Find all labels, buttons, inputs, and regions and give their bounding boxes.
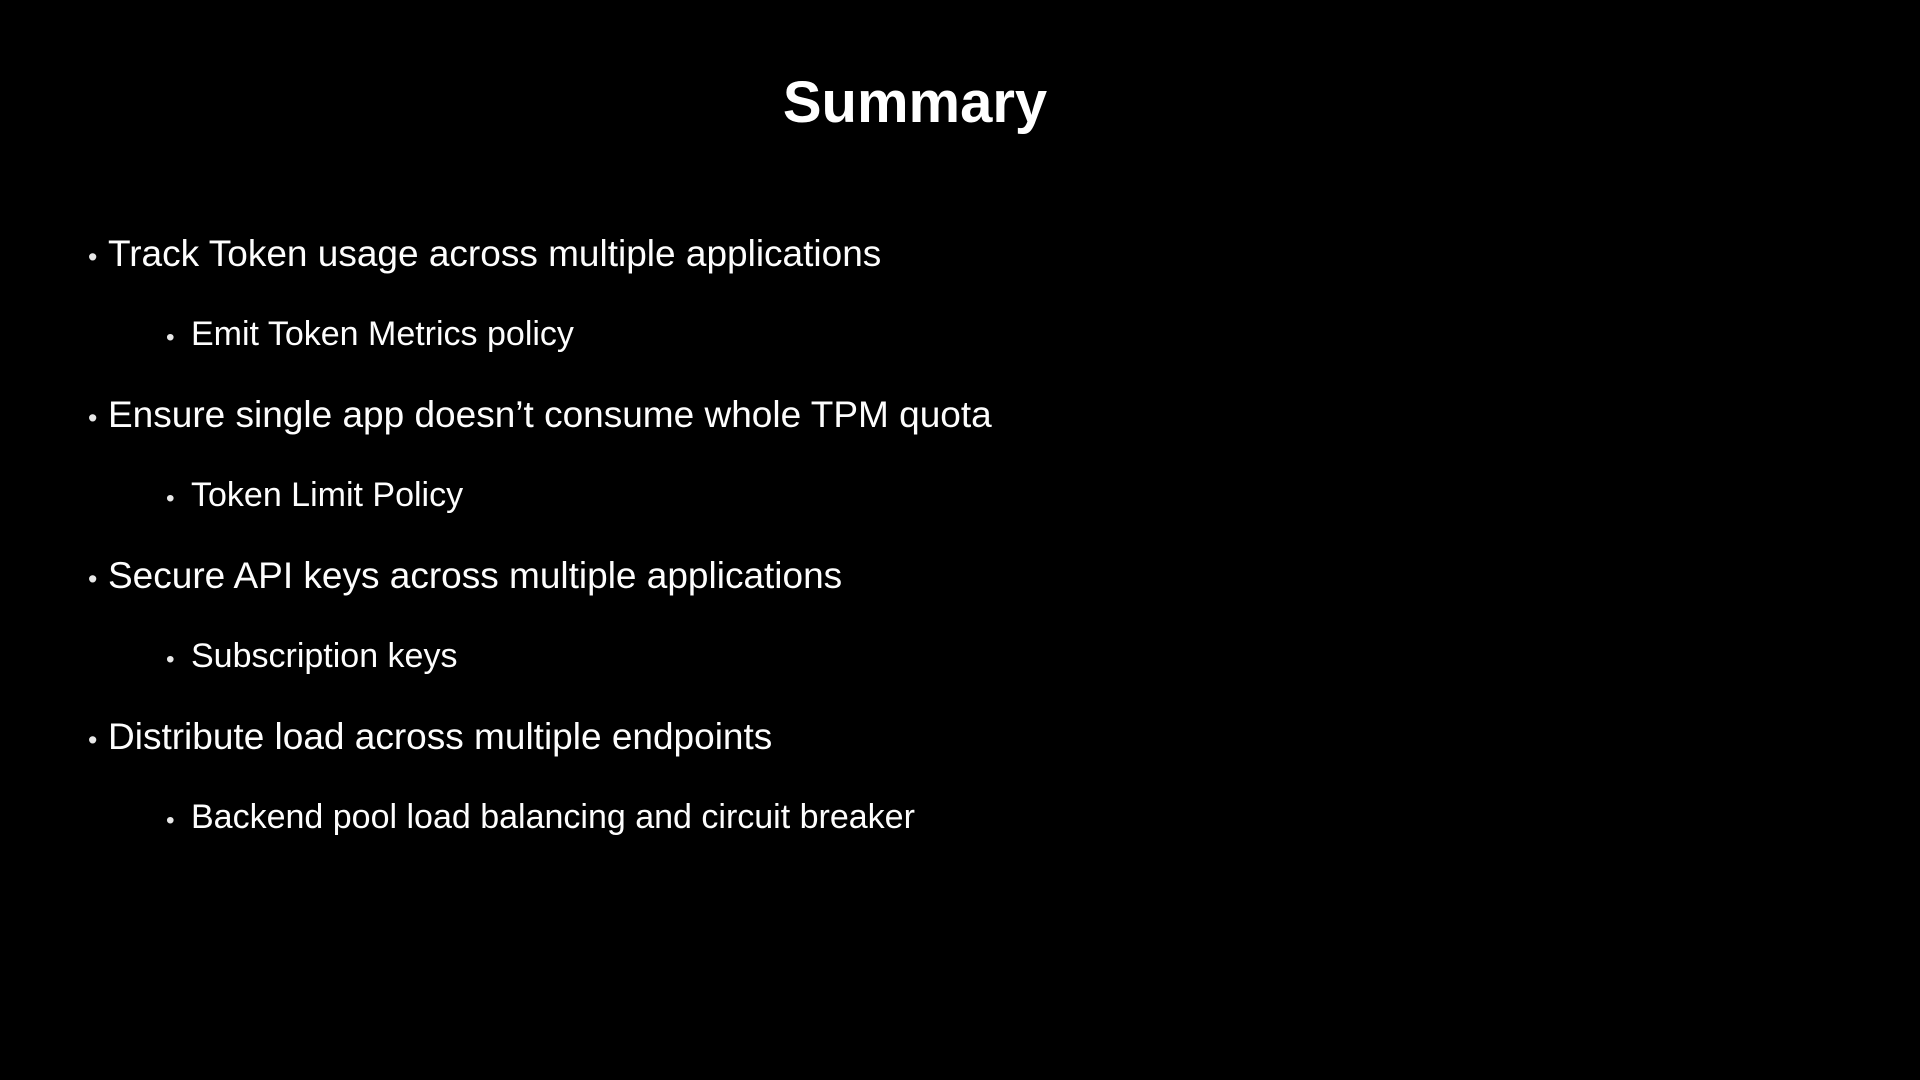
bullet-label: Backend pool load balancing and circuit breaker [191, 798, 915, 836]
bullet-icon: • [166, 807, 175, 834]
bullet-label: Ensure single app doesn’t consume whole TPM quota [108, 394, 992, 435]
bullet-icon: • [166, 324, 175, 351]
bullet-icon: • [88, 564, 98, 594]
bullet-icon: • [88, 242, 98, 272]
bullet-item-emit-token-metrics [0, 311, 1920, 361]
bullet-item-secure-api-keys [0, 552, 1920, 603]
bullet-item-backend-pool [0, 794, 1920, 844]
bullet-item-track-token-usage [0, 230, 1920, 281]
bullet-label: Secure API keys across multiple applications [108, 555, 843, 596]
slide-title: Summary [782, 70, 1048, 135]
bullet-item-subscription-keys [0, 633, 1920, 683]
bullet-item-distribute-load [0, 713, 1920, 764]
bullet-list [0, 230, 1920, 874]
bullet-label: Subscription keys [191, 637, 458, 675]
bullet-label: Distribute load across multiple endpoints [108, 716, 773, 757]
bullet-label: Track Token usage across multiple applications [108, 233, 882, 274]
bullet-item-ensure-single-app [0, 391, 1920, 442]
bullet-item-token-limit-policy [0, 472, 1920, 522]
bullet-icon: • [166, 646, 175, 673]
bullet-icon: • [166, 485, 175, 512]
bullet-label: Emit Token Metrics policy [191, 315, 574, 353]
bullet-label: Token Limit Policy [191, 476, 464, 514]
bullet-icon: • [88, 725, 98, 755]
bullet-icon: • [88, 403, 98, 433]
